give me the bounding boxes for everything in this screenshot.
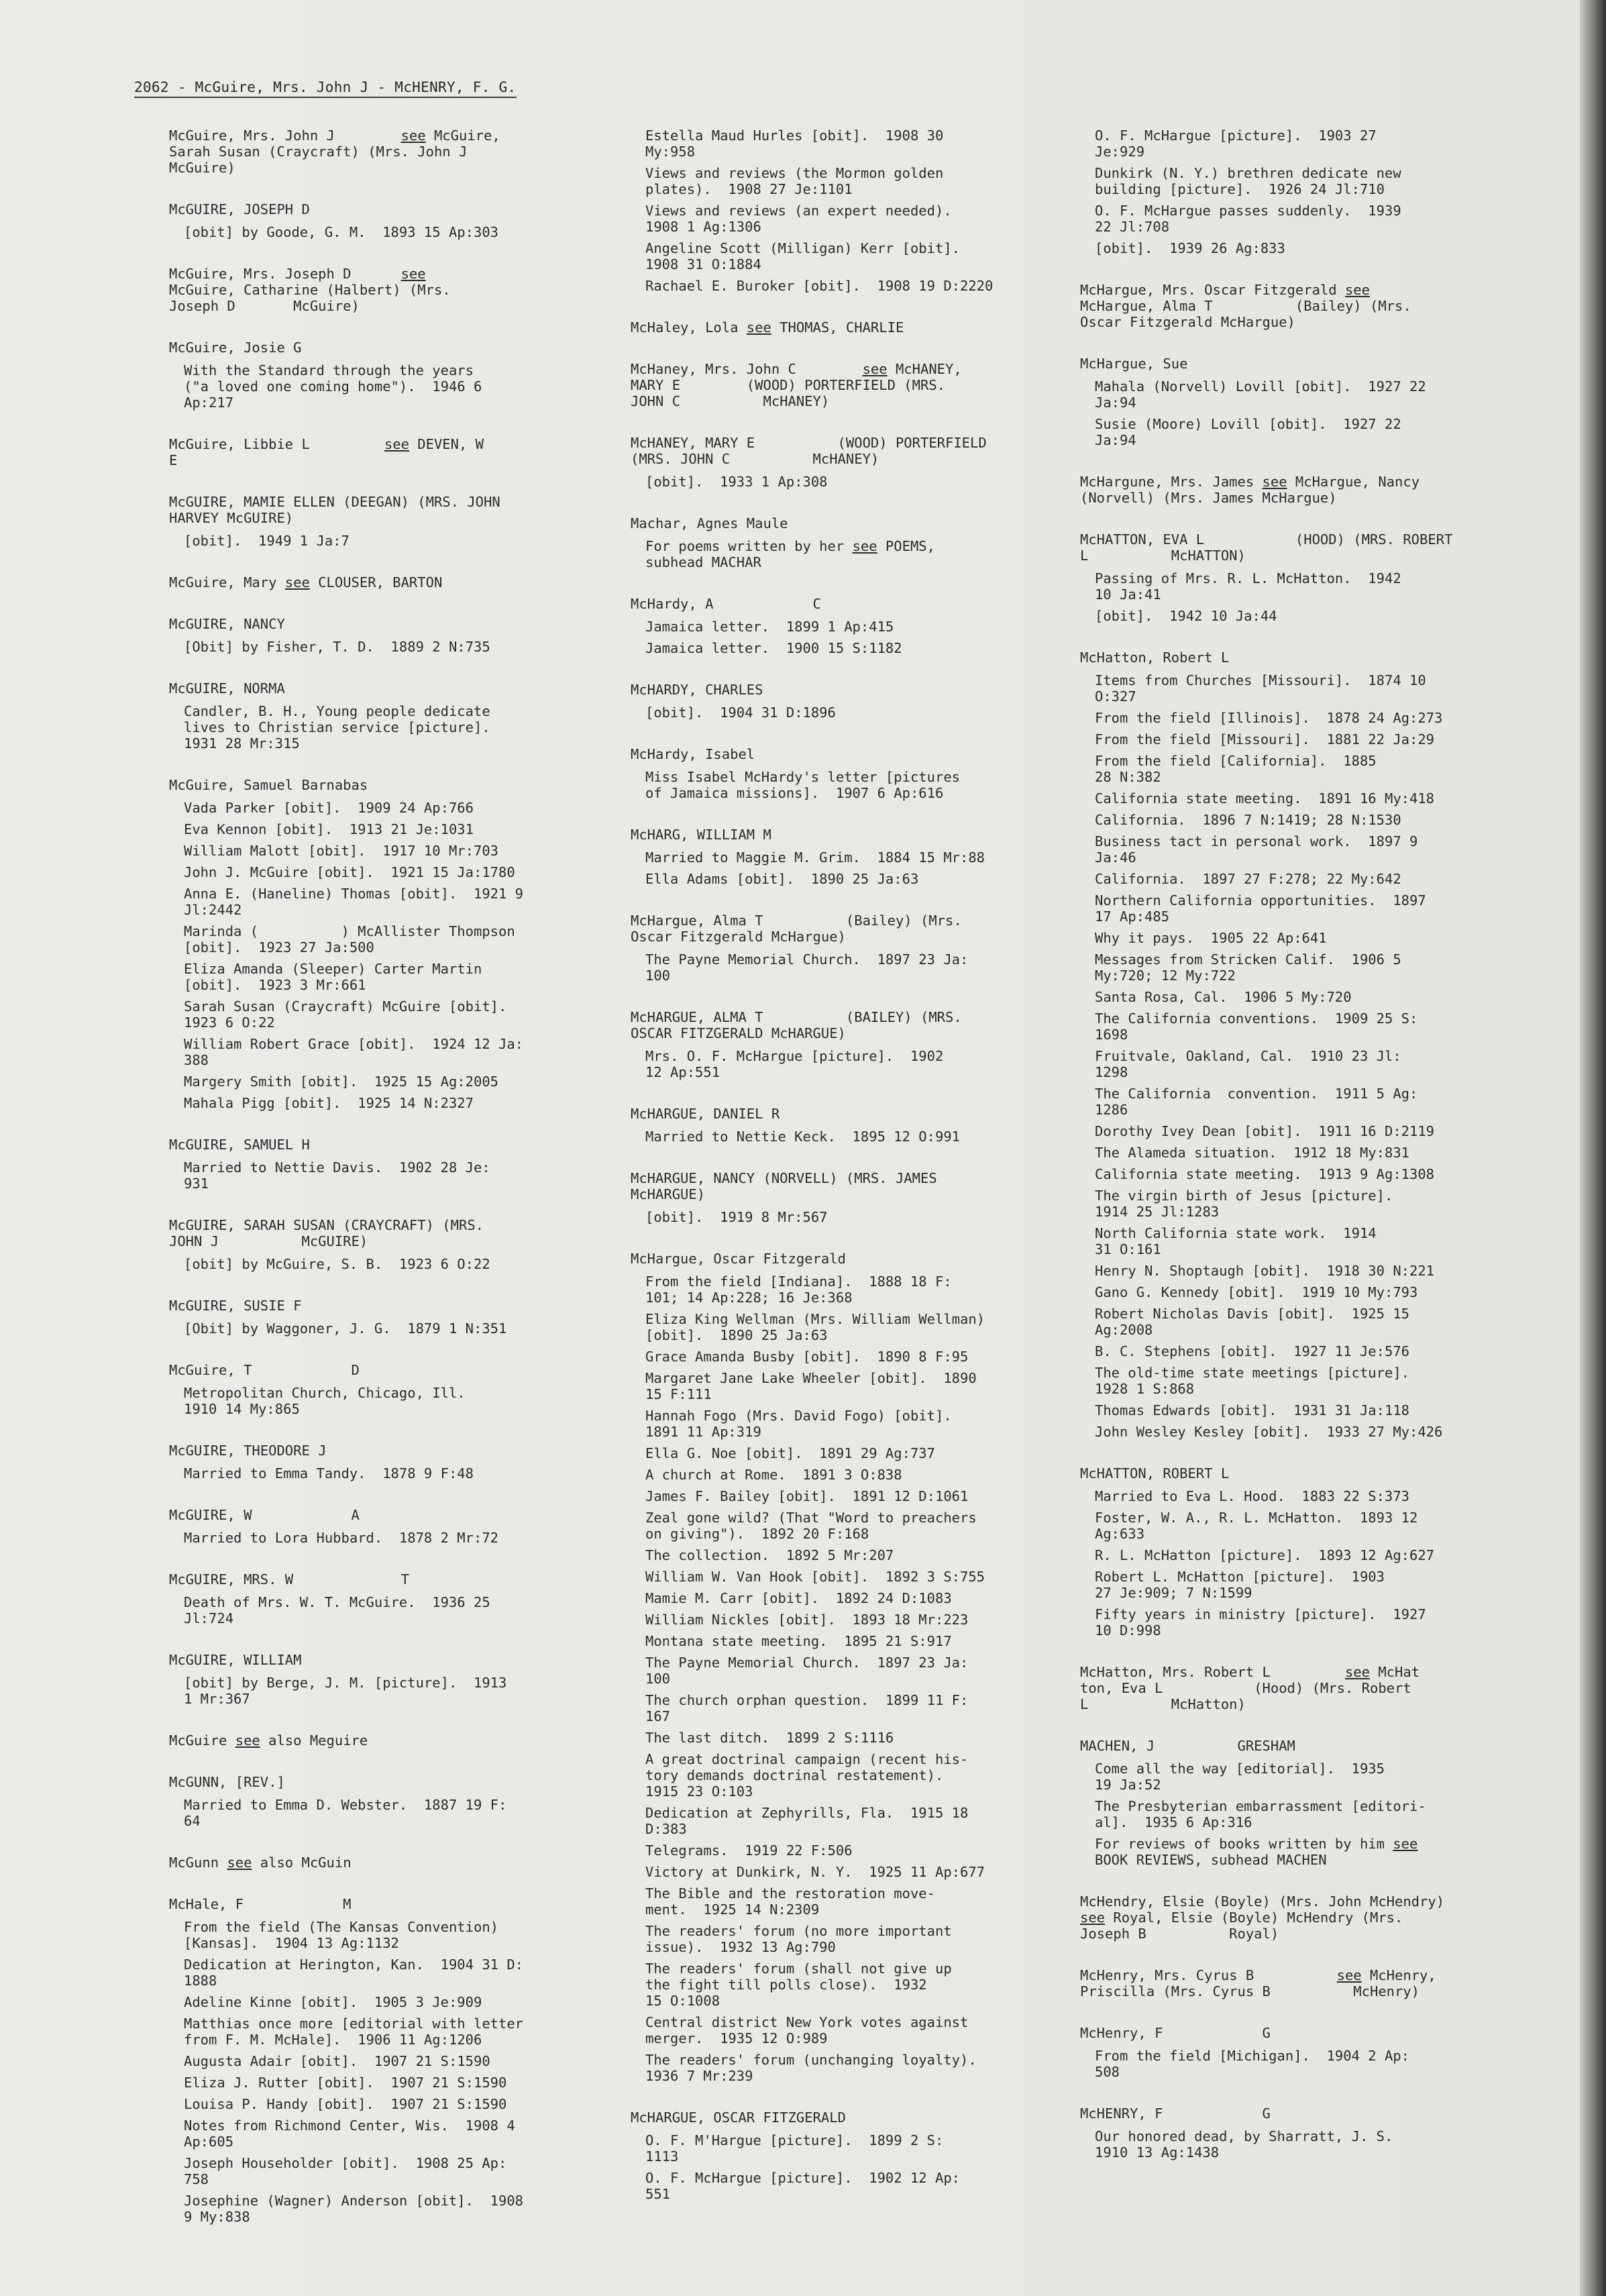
index-entry: [169, 1507, 598, 1546]
index-entry: [631, 361, 1060, 409]
entry-citation: James F. Bailey [obit]. 1891 12 D:1061: [645, 1488, 969, 1504]
entry-citation: Louisa P. Handy [obit]. 1907 21 S:1590: [184, 2096, 507, 2112]
index-entry: [169, 1217, 598, 1272]
entry-heading: MACHEN, J GRESHAM: [1080, 1738, 1295, 1754]
entry-heading: McGUIRE, W A: [169, 1507, 360, 1523]
entry-heading: McHale, F M: [169, 1896, 352, 1912]
index-entry: [1080, 649, 1509, 1440]
entry-heading: McHargue, Alma T (Bailey) (Mrs. Oscar Fitzgerald McHargue): [631, 912, 962, 945]
index-entry: [1080, 531, 1509, 624]
entry-citation: Matthias once more [editorial with letter from F. M. McHale]. 1906 11 Ag:1206: [184, 2016, 524, 2048]
entry-citation: From the field [California]. 1885 28 N:382: [1095, 753, 1377, 785]
entry-citation: The Payne Memorial Church. 1897 23 Ja: 100: [645, 1655, 969, 1687]
entry-heading: McHATTON, EVA L (HOOD) (MRS. ROBERT L McHATTON): [1080, 531, 1453, 564]
entry-heading: Machar, Agnes Maule: [631, 515, 788, 531]
entry-citation: Central district New York votes against merger. 1935 12 O:989: [645, 2014, 969, 2046]
entry-heading: McGuire, Mrs. John J see McGuire, Sarah Susan (Craycraft) (Mrs. John J McGuire): [169, 127, 500, 176]
entry-citation: California state meeting. 1891 16 My:418: [1095, 790, 1435, 806]
index-entry: [1080, 1738, 1509, 1868]
entry-citation: The virgin birth of Jesus [picture]. 1914 25 Jl:1283: [1095, 1188, 1393, 1220]
entry-citation: William W. Van Hook [obit]. 1892 3 S:755: [645, 1569, 985, 1585]
index-entry: [169, 436, 598, 468]
index-entry: [631, 1009, 1060, 1080]
entry-citation: [obit] by Goode, G. M. 1893 15 Ap:303: [184, 224, 498, 240]
index-entry: [169, 1774, 598, 1829]
entry-citation: Mahala Pigg [obit]. 1925 14 N:2327: [184, 1095, 474, 1111]
entry-citation: Ella Adams [obit]. 1890 25 Ja:63: [645, 871, 919, 887]
index-entry: [1080, 2025, 1509, 2080]
index-entry: [1080, 356, 1509, 448]
entry-citation: William Malott [obit]. 1917 10 Mr:703: [184, 843, 498, 859]
entry-citation: B. C. Stephens [obit]. 1927 11 Je:576: [1095, 1343, 1409, 1359]
entry-citation: Sarah Susan (Craycraft) McGuire [obit]. 1923 6 O:22: [184, 998, 507, 1031]
entry-citation: Grace Amanda Busby [obit]. 1890 8 F:95: [645, 1349, 969, 1365]
entry-citation: North California state work. 1914 31 O:161: [1095, 1225, 1377, 1257]
entry-citation: Married to Emma Tandy. 1878 9 F:48: [184, 1465, 474, 1481]
entry-citation: Josephine (Wagner) Anderson [obit]. 1908 9 My:838: [184, 2193, 524, 2225]
entry-citation: [obit]. 1939 26 Ag:833: [1095, 240, 1285, 256]
entry-citation: California. 1896 7 N:1419; 28 N:1530: [1095, 812, 1401, 828]
entry-citation: Montana state meeting. 1895 21 S:917: [645, 1633, 952, 1649]
entry-citation: From the field [Missouri]. 1881 22 Ja:29: [1095, 731, 1435, 747]
index-entry: [169, 266, 598, 314]
index-entry: [1080, 2105, 1509, 2160]
entry-heading: McHENRY, F G: [1080, 2105, 1271, 2122]
entry-heading: McGuire, Mrs. Joseph D see McGuire, Catharine (Halbert) (Mrs. Joseph D McGuire): [169, 266, 451, 314]
entry-citation: Vada Parker [obit]. 1909 24 Ap:766: [184, 800, 474, 816]
index-entry: [169, 1298, 598, 1337]
entry-citation: Eliza King Wellman (Mrs. William Wellman) [obit]. 1890 25 Ja:63: [645, 1311, 985, 1343]
index-entry: [631, 2109, 1060, 2202]
entry-heading: McHardy, Isabel: [631, 746, 755, 762]
index-entry: [631, 127, 1060, 294]
entry-heading: McHARGUE, OSCAR FITZGERALD: [631, 2109, 846, 2126]
entry-citation: Robert Nicholas Davis [obit]. 1925 15 Ag:2008: [1095, 1306, 1409, 1338]
entry-citation: Jamaica letter. 1899 1 Ap:415: [645, 619, 894, 635]
entry-heading: McHendry, Elsie (Boyle) (Mrs. John McHendry) see Royal, Elsie (Boyle) McHendry (Mrs. Joseph B Royal): [1080, 1893, 1445, 1942]
index-entry: [169, 616, 598, 655]
index-entry: [631, 912, 1060, 984]
entry-citation: [obit]. 1933 1 Ap:308: [645, 474, 828, 490]
entry-citation: Anna E. (Haneline) Thomas [obit]. 1921 9 Jl:2442: [184, 886, 524, 918]
entry-citation: California state meeting. 1913 9 Ag:1308: [1095, 1166, 1435, 1182]
index-entry: [631, 596, 1060, 656]
entry-citation: John Wesley Kesley [obit]. 1933 27 My:426: [1095, 1424, 1443, 1440]
entry-citation: Jamaica letter. 1900 15 S:1182: [645, 640, 902, 656]
entry-citation: Why it pays. 1905 22 Ap:641: [1095, 930, 1327, 946]
entry-heading: McGuire, Mary see CLOUSER, BARTON: [169, 574, 443, 590]
index-entry: [169, 340, 598, 411]
entry-citation: Mamie M. Carr [obit]. 1892 24 D:1083: [645, 1590, 952, 1606]
entry-citation: Rachael E. Buroker [obit]. 1908 19 D:2220: [645, 278, 994, 294]
entry-citation: [obit]. 1949 1 Ja:7: [184, 533, 350, 549]
index-column-1: [169, 127, 598, 2250]
entry-heading: McHaley, Lola see THOMAS, CHARLIE: [631, 319, 904, 335]
entry-citation: For poems written by her see POEMS, subhead MACHAR: [645, 538, 935, 570]
index-entry: [169, 1732, 598, 1749]
running-head: 2062 - McGuire, Mrs. John J - McHENRY, F. G.: [134, 79, 517, 95]
entry-citation: [obit]. 1904 31 D:1896: [645, 705, 836, 721]
entry-citation: Dedication at Zephyrills, Fla. 1915 18 D:383: [645, 1805, 969, 1837]
index-entry: [1080, 474, 1509, 506]
entry-citation: [obit] by McGuire, S. B. 1923 6 O:22: [184, 1256, 490, 1272]
entry-heading: McGUIRE, SUSIE F: [169, 1298, 302, 1314]
index-entry: [1080, 1967, 1509, 1999]
entry-citation: The California convention. 1911 5 Ag: 1286: [1095, 1086, 1418, 1118]
index-entry: [631, 746, 1060, 801]
entry-citation: Northern California opportunities. 1897 17 Ap:485: [1095, 892, 1426, 925]
index-entry: [1080, 1465, 1509, 1638]
entry-citation: Dedication at Herington, Kan. 1904 31 D: 1888: [184, 1956, 524, 1989]
entry-heading: McHARDY, CHARLES: [631, 682, 763, 698]
entry-citation: John J. McGuire [obit]. 1921 15 Ja:1780: [184, 864, 515, 880]
entry-citation: [obit] by Berge, J. M. [picture]. 1913 1 Mr:367: [184, 1675, 507, 1707]
entry-citation: The California conventions. 1909 25 S: 1698: [1095, 1010, 1418, 1043]
entry-heading: McHARGUE, NANCY (NORVELL) (MRS. JAMES McHARGUE): [631, 1170, 937, 1202]
entry-citation: From the field (The Kansas Convention) [Kansas]. 1904 13 Ag:1132: [184, 1919, 498, 1951]
entry-citation: [Obit] by Waggoner, J. G. 1879 1 N:351: [184, 1320, 507, 1337]
entry-citation: Married to Lora Hubbard. 1878 2 Mr:72: [184, 1530, 498, 1546]
index-entry: [631, 1170, 1060, 1225]
entry-citation: Married to Eva L. Hood. 1883 22 S:373: [1095, 1488, 1409, 1504]
entry-citation: The readers' forum (no more important issue). 1932 13 Ag:790: [645, 1923, 952, 1955]
entry-heading: McHATTON, ROBERT L: [1080, 1465, 1230, 1481]
entry-citation: The Alameda situation. 1912 18 My:831: [1095, 1145, 1409, 1161]
entry-citation: Candler, B. H., Young people dedicate lives to Christian service [picture]. 1931 28 Mr:315: [184, 703, 490, 751]
index-entry: [169, 1652, 598, 1707]
entry-heading: McGUIRE, NANCY: [169, 616, 285, 632]
entry-citation: Henry N. Shoptaugh [obit]. 1918 30 N:221: [1095, 1263, 1435, 1279]
entry-citation: Mrs. O. F. McHargue [picture]. 1902 12 Ap:551: [645, 1048, 944, 1080]
entry-heading: McHatton, Robert L: [1080, 649, 1230, 666]
entry-citation: For reviews of books written by him see BOOK REVIEWS, subhead MACHEN: [1095, 1836, 1418, 1868]
entry-citation: Angeline Scott (Milligan) Kerr [obit]. 1908 31 O:1884: [645, 240, 960, 272]
entry-heading: McHargue, Oscar Fitzgerald: [631, 1251, 846, 1267]
entry-citation: Margery Smith [obit]. 1925 15 Ag:2005: [184, 1074, 498, 1090]
index-entry: [1080, 1893, 1509, 1942]
entry-citation: Estella Maud Hurles [obit]. 1908 30 My:958: [645, 127, 944, 160]
entry-citation: The readers' forum (shall not give up the fight till polls close). 1932 15 O:1008: [645, 1961, 952, 2009]
entry-citation: Marinda ( ) McAllister Thompson [obit]. 1923 27 Ja:500: [184, 923, 515, 955]
entry-citation: Married to Emma D. Webster. 1887 19 F: 64: [184, 1797, 507, 1829]
entry-citation: William Nickles [obit]. 1893 18 Mr:223: [645, 1612, 969, 1628]
entry-citation: Thomas Edwards [obit]. 1931 31 Ja:118: [1095, 1402, 1409, 1418]
entry-citation: Metropolitan Church, Chicago, Ill. 1910 14 My:865: [184, 1385, 466, 1417]
entry-heading: McGUIRE, MRS. W T: [169, 1571, 409, 1587]
entry-citation: Telegrams. 1919 22 F:506: [645, 1842, 853, 1859]
index-entry: [631, 1251, 1060, 2084]
entry-heading: McGUIRE, MAMIE ELLEN (DEEGAN) (MRS. JOHN HARVEY McGUIRE): [169, 494, 500, 526]
index-entry: [169, 1896, 598, 2225]
index-entry: [1080, 282, 1509, 330]
entry-citation: Married to Nettie Davis. 1902 28 Je: 931: [184, 1159, 490, 1192]
index-entry: [1080, 127, 1509, 256]
entry-citation: [obit]. 1942 10 Ja:44: [1095, 608, 1277, 624]
index-entry: [169, 1137, 598, 1192]
entry-citation: Our honored dead, by Sharratt, J. S. 1910 13 Ag:1438: [1095, 2128, 1393, 2160]
index-entry: [169, 201, 598, 240]
entry-citation: Eliza J. Rutter [obit]. 1907 21 S:1590: [184, 2075, 507, 2091]
entry-citation: The Bible and the restoration move- ment. 1925 14 N:2309: [645, 1885, 935, 1918]
entry-citation: Eliza Amanda (Sleeper) Carter Martin [obit]. 1923 3 Mr:661: [184, 961, 482, 993]
index-entry: [169, 1855, 598, 1871]
entry-citation: Susie (Moore) Lovill [obit]. 1927 22 Ja:94: [1095, 416, 1401, 448]
entry-citation: The old-time state meetings [picture]. 1928 1 S:868: [1095, 1365, 1409, 1397]
entry-citation: From the field [Indiana]. 1888 18 F: 101; 14 Ap:228; 16 Je:368: [645, 1273, 952, 1306]
entry-citation: Hannah Fogo (Mrs. David Fogo) [obit]. 1891 11 Ap:319: [645, 1408, 952, 1440]
entry-citation: Married to Maggie M. Grim. 1884 15 Mr:88: [645, 849, 985, 866]
index-entry: [1080, 1664, 1509, 1712]
entry-heading: McHARGUE, DANIEL R: [631, 1106, 780, 1122]
entry-heading: McHatton, Mrs. Robert L see McHat ton, Eva L (Hood) (Mrs. Robert L McHatton): [1080, 1664, 1420, 1712]
entry-heading: McHaney, Mrs. John C see McHANEY, MARY E (WOOD) PORTERFIELD (MRS. JOHN C McHANEY): [631, 361, 962, 409]
entry-citation: Notes from Richmond Center, Wis. 1908 4 Ap:605: [184, 2118, 515, 2150]
entry-citation: Adeline Kinne [obit]. 1905 3 Je:909: [184, 1994, 482, 2010]
entry-citation: From the field [Illinois]. 1878 24 Ag:273: [1095, 710, 1443, 726]
entry-citation: Zeal gone wild? (That "Word to preachers on giving"). 1892 20 F:168: [645, 1510, 977, 1542]
entry-citation: California. 1897 27 F:278; 22 My:642: [1095, 871, 1401, 887]
entry-citation: Augusta Adair [obit]. 1907 21 S:1590: [184, 2053, 490, 2069]
entry-heading: McGuire, T D: [169, 1362, 360, 1378]
entry-citation: [obit]. 1919 8 Mr:567: [645, 1209, 828, 1225]
index-entry: [169, 1362, 598, 1417]
entry-citation: The Presbyterian embarrassment [editori- al]. 1935 6 Ap:316: [1095, 1798, 1426, 1830]
entry-heading: McGuire, Josie G: [169, 340, 302, 356]
index-entry: [631, 515, 1060, 570]
entry-citation: The last ditch. 1899 2 S:1116: [645, 1730, 894, 1746]
index-entry: [169, 127, 598, 176]
entry-citation: O. F. McHargue passes suddenly. 1939 22 Jl:708: [1095, 203, 1401, 235]
entry-citation: Margaret Jane Lake Wheeler [obit]. 1890 15 F:111: [645, 1370, 977, 1402]
entry-citation: O. F. M'Hargue [picture]. 1899 2 S: 1113: [645, 2132, 944, 2164]
entry-citation: [Obit] by Fisher, T. D. 1889 2 N:735: [184, 639, 490, 655]
entry-citation: The readers' forum (unchanging loyalty). 1936 7 Mr:239: [645, 2052, 977, 2084]
entry-heading: McGUIRE, SARAH SUSAN (CRAYCRAFT) (MRS. JOHN J McGUIRE): [169, 1217, 484, 1249]
entry-citation: The church orphan question. 1899 11 F: 167: [645, 1692, 969, 1724]
entry-citation: Come all the way [editorial]. 1935 19 Ja:52: [1095, 1761, 1385, 1793]
entry-heading: McHARGUE, ALMA T (BAILEY) (MRS. OSCAR FITZGERALD McHARGUE): [631, 1009, 962, 1041]
index-column-3: [1080, 127, 1509, 2186]
index-entry: [169, 1443, 598, 1481]
entry-citation: With the Standard through the years ("a loved one coming home"). 1946 6 Ap:217: [184, 362, 482, 411]
index-column-2: [631, 127, 1060, 2228]
entry-citation: Miss Isabel McHardy's letter [pictures of Jamaica missions]. 1907 6 Ap:616: [645, 769, 960, 801]
entry-heading: McHargue, Sue: [1080, 356, 1188, 372]
entry-citation: Foster, W. A., R. L. McHatton. 1893 12 Ag:633: [1095, 1510, 1418, 1542]
entry-citation: Dunkirk (N. Y.) brethren dedicate new building [picture]. 1926 24 Jl:710: [1095, 165, 1401, 197]
entry-heading: McGUIRE, SAMUEL H: [169, 1137, 310, 1153]
entry-heading: McGuire, Libbie L see DEVEN, W E: [169, 436, 484, 468]
entry-citation: The Payne Memorial Church. 1897 23 Ja: 100: [645, 951, 969, 984]
page-edge: [1580, 0, 1606, 2296]
index-entry: [631, 435, 1060, 490]
entry-heading: McHargue, Mrs. Oscar Fitzgerald see McHargue, Alma T (Bailey) (Mrs. Oscar Fitzgerald McHargue): [1080, 282, 1411, 330]
entry-citation: R. L. McHatton [picture]. 1893 12 Ag:627: [1095, 1547, 1435, 1563]
entry-citation: A church at Rome. 1891 3 O:838: [645, 1467, 902, 1483]
entry-heading: McGUIRE, JOSEPH D: [169, 201, 310, 217]
index-entry: [169, 494, 598, 549]
entry-heading: McHargune, Mrs. James see McHargue, Nancy (Norvell) (Mrs. James McHargue): [1080, 474, 1420, 506]
entry-heading: McHenry, F G: [1080, 2025, 1271, 2041]
entry-citation: Fruitvale, Oakland, Cal. 1910 23 Jl: 1298: [1095, 1048, 1401, 1080]
entry-heading: McHenry, Mrs. Cyrus B see McHenry, Priscilla (Mrs. Cyrus B McHenry): [1080, 1967, 1436, 1999]
entry-citation: A great doctrinal campaign (recent his- tory demands doctrinal restatement). 1915 23 O:103: [645, 1751, 969, 1799]
entry-heading: McHardy, A C: [631, 596, 821, 612]
entry-citation: Business tact in personal work. 1897 9 Ja:46: [1095, 833, 1418, 866]
index-entry: [169, 1571, 598, 1626]
entry-heading: McGunn see also McGuin: [169, 1855, 352, 1871]
entry-citation: O. F. McHargue [picture]. 1902 12 Ap: 551: [645, 2170, 960, 2202]
entry-citation: Robert L. McHatton [picture]. 1903 27 Je:909; 7 N:1599: [1095, 1569, 1385, 1601]
entry-heading: McGuire, Samuel Barnabas: [169, 777, 368, 793]
entry-citation: Mahala (Norvell) Lovill [obit]. 1927 22 Ja:94: [1095, 378, 1426, 411]
entry-citation: Ella G. Noe [obit]. 1891 29 Ag:737: [645, 1445, 935, 1461]
index-entry: [631, 827, 1060, 887]
entry-citation: Views and reviews (an expert needed). 1908 1 Ag:1306: [645, 203, 952, 235]
entry-citation: Dorothy Ivey Dean [obit]. 1911 16 D:2119: [1095, 1123, 1435, 1139]
entry-heading: McGUNN, [REV.]: [169, 1774, 285, 1790]
entry-citation: Death of Mrs. W. T. McGuire. 1936 25 Jl:724: [184, 1594, 490, 1626]
entry-heading: McHARG, WILLIAM M: [631, 827, 771, 843]
entry-heading: McGUIRE, NORMA: [169, 680, 285, 696]
entry-citation: Joseph Householder [obit]. 1908 25 Ap: 758: [184, 2155, 507, 2187]
entry-heading: McGUIRE, WILLIAM: [169, 1652, 302, 1668]
entry-citation: Eva Kennon [obit]. 1913 21 Je:1031: [184, 821, 474, 837]
index-entry: [631, 682, 1060, 721]
entry-citation: O. F. McHargue [picture]. 1903 27 Je:929: [1095, 127, 1377, 160]
entry-citation: Married to Nettie Keck. 1895 12 O:991: [645, 1129, 960, 1145]
entry-citation: Items from Churches [Missouri]. 1874 10 O:327: [1095, 672, 1426, 705]
entry-citation: The collection. 1892 5 Mr:207: [645, 1547, 894, 1563]
entry-citation: William Robert Grace [obit]. 1924 12 Ja: 388: [184, 1036, 524, 1068]
entry-citation: Gano G. Kennedy [obit]. 1919 10 My:793: [1095, 1284, 1418, 1300]
index-entry: [169, 680, 598, 751]
index-entry: [169, 777, 598, 1111]
entry-citation: Views and reviews (the Mormon golden plates). 1908 27 Je:1101: [645, 165, 944, 197]
index-entry: [631, 319, 1060, 335]
entry-citation: Passing of Mrs. R. L. McHatton. 1942 10 Ja:41: [1095, 570, 1401, 603]
entry-citation: Santa Rosa, Cal. 1906 5 My:720: [1095, 989, 1352, 1005]
index-entry: [169, 574, 598, 590]
index-entry: [631, 1106, 1060, 1145]
entry-citation: Victory at Dunkirk, N. Y. 1925 11 Ap:677: [645, 1864, 985, 1880]
entry-citation: Messages from Stricken Calif. 1906 5 My:720; 12 My:722: [1095, 951, 1401, 984]
entry-citation: Fifty years in ministry [picture]. 1927 10 D:998: [1095, 1606, 1426, 1638]
entry-citation: From the field [Michigan]. 1904 2 Ap: 508: [1095, 2048, 1409, 2080]
entry-heading: McGuire see also Meguire: [169, 1732, 368, 1749]
entry-heading: McHANEY, MARY E (WOOD) PORTERFIELD (MRS. JOHN C McHANEY): [631, 435, 987, 467]
entry-heading: McGUIRE, THEODORE J: [169, 1443, 327, 1459]
